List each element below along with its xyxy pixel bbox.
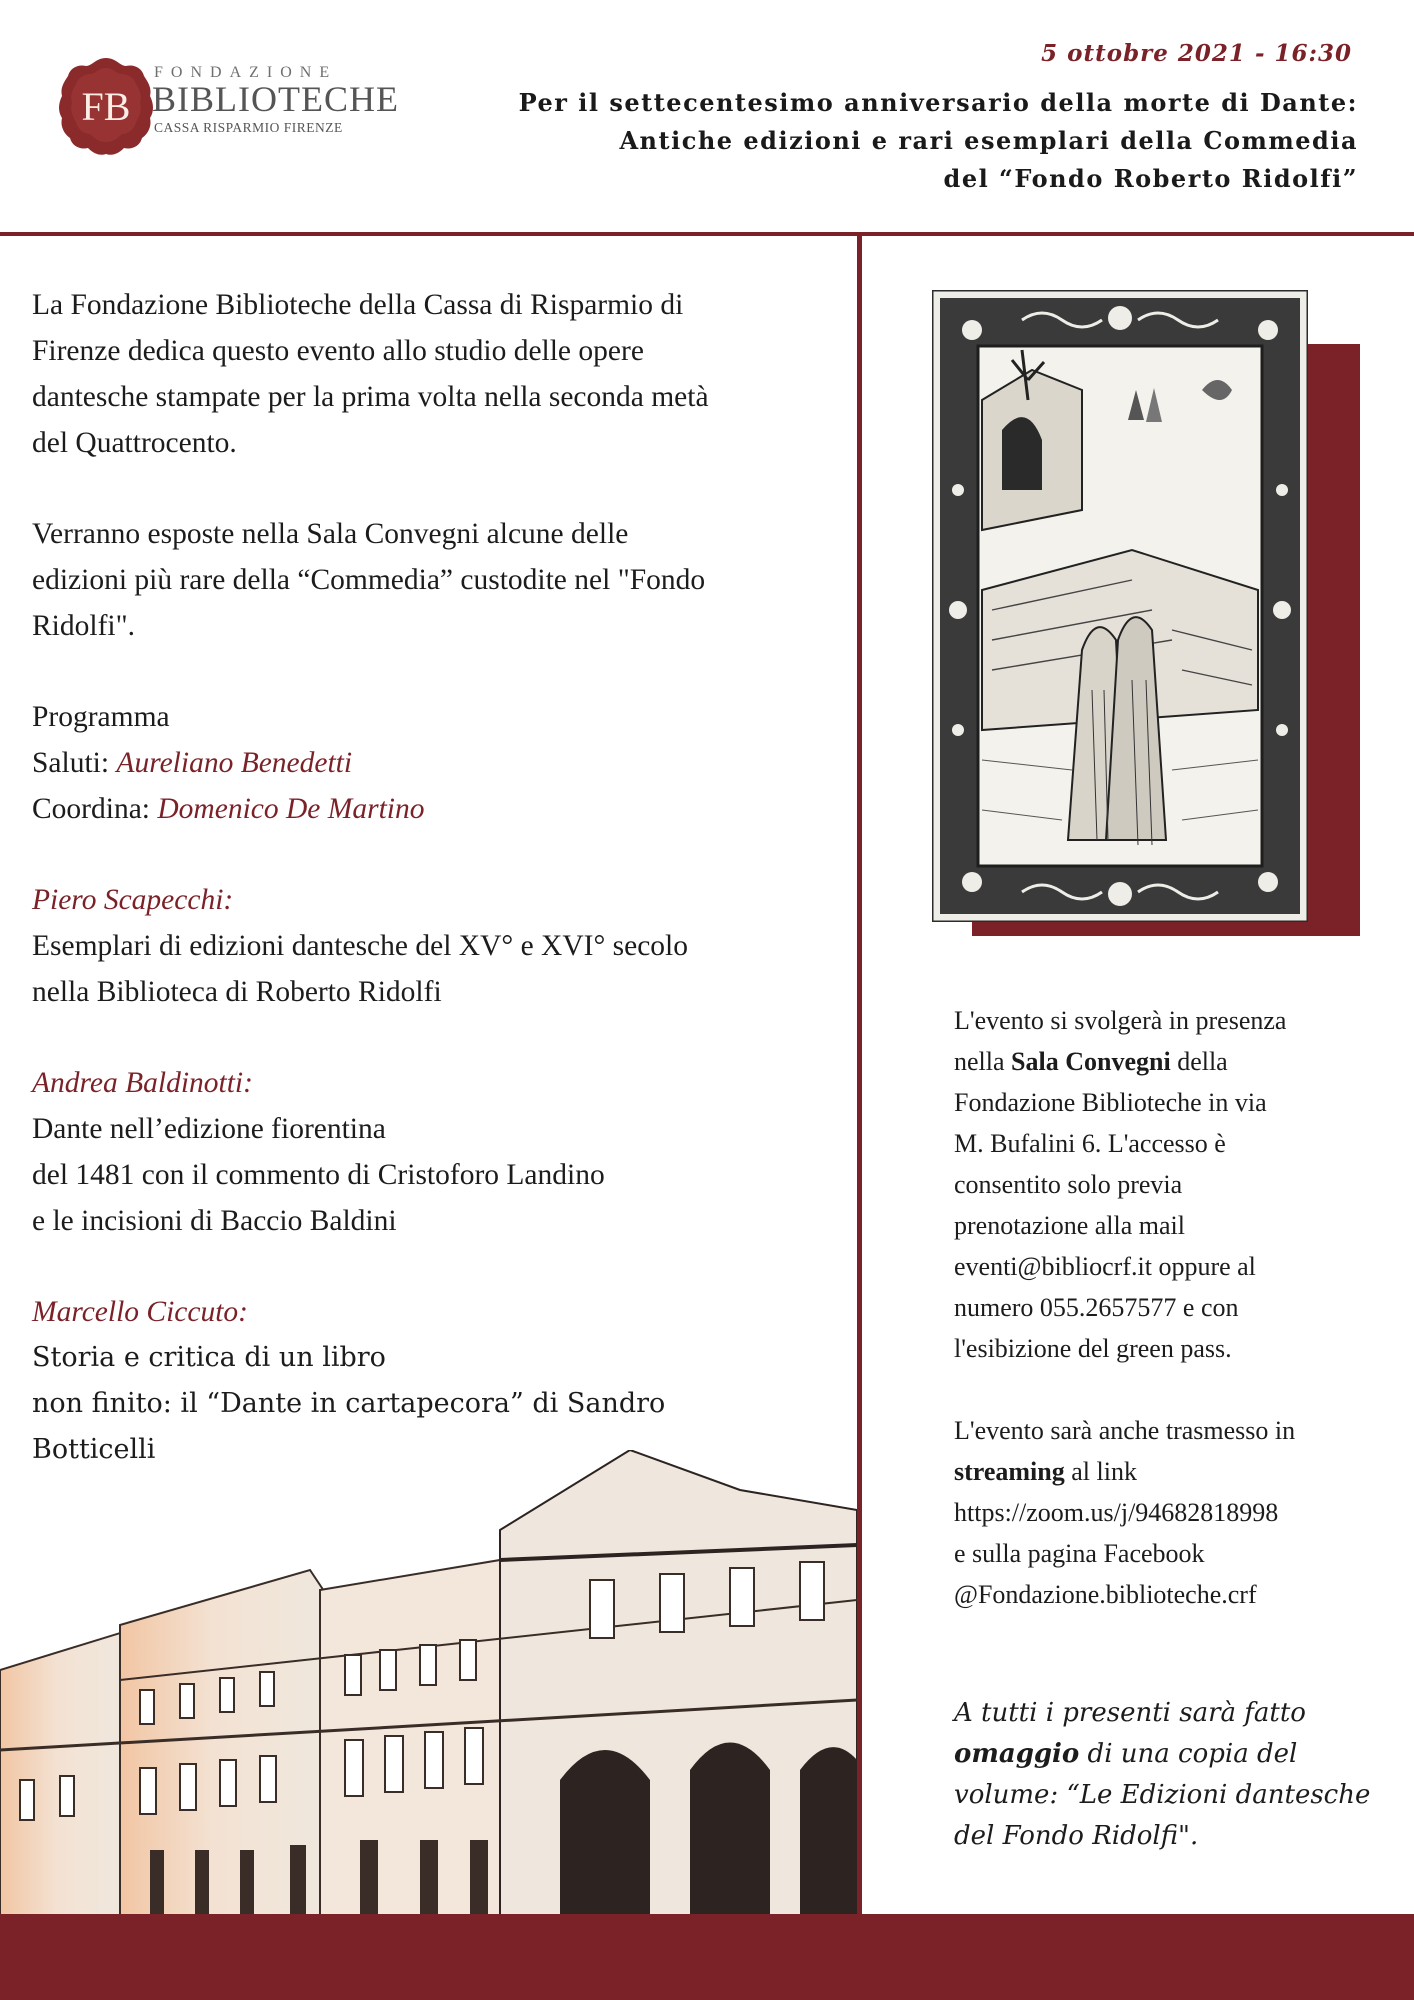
woodcut-illustration <box>932 290 1360 936</box>
info-line: prenotazione alla mail <box>954 1211 1186 1240</box>
talk-title-line: Dante nell’edizione fiorentina <box>32 1113 386 1145</box>
info-line: e sulla pagina Facebook <box>954 1539 1205 1568</box>
talk-speaker: Andrea Baldinotti: <box>32 1067 253 1099</box>
exhibit-line: Verranno esposte nella Sala Convegni alcune delle <box>32 518 629 550</box>
talk-title-line: non finito: il “Dante in cartapecora” di Sandro <box>32 1388 666 1419</box>
gift-keyword: omaggio <box>954 1739 1080 1769</box>
foundation-logo <box>56 54 399 158</box>
event-title-line: Antiche edizioni e rari esemplari della Commedia <box>619 126 1358 155</box>
event-info <box>954 1000 1374 1656</box>
saluti-label: Saluti: <box>32 747 117 779</box>
foundation-emblem-icon <box>56 54 156 158</box>
exhibit-line: edizioni più rare della “Commedia” custodite nel "Fondo <box>32 564 706 596</box>
gift-note <box>954 1693 1384 1857</box>
info-text: della <box>1170 1047 1228 1076</box>
zoom-link[interactable]: https://zoom.us/j/94682818998 <box>954 1498 1279 1527</box>
logo-word-biblioteche: BIBLIOTECHE <box>152 79 399 119</box>
talk-block <box>32 877 842 1015</box>
coordina-label: Coordina: <box>32 793 158 825</box>
talk-title-line: nella Biblioteca di Roberto Ridolfi <box>32 976 442 1008</box>
event-title-line: del “Fondo Roberto Ridolfi” <box>943 164 1358 193</box>
gift-text: di una copia del <box>1079 1739 1298 1769</box>
venue-name: Sala Convegni <box>1011 1047 1171 1076</box>
saluti-name: Aureliano Benedetti <box>116 747 353 779</box>
info-line: l'esibizione del green pass. <box>954 1334 1232 1363</box>
intro-line: Firenze dedica questo evento allo studio delle opere <box>32 335 644 367</box>
booking-email[interactable]: eventi@bibliocrf.it oppure al <box>954 1252 1256 1281</box>
talk-speaker: Piero Scapecchi: <box>32 884 234 916</box>
logo-word-fondazione: FONDAZIONE <box>154 64 338 81</box>
header-divider <box>0 232 1414 236</box>
svg-text:FB: FB <box>81 84 131 129</box>
exhibit-line: Ridolfi". <box>32 610 136 642</box>
info-line: L'evento sarà anche trasmesso in <box>954 1416 1296 1445</box>
streaming-label: streaming <box>954 1457 1065 1486</box>
talk-block <box>32 1060 842 1244</box>
intro-line: La Fondazione Biblioteche della Cassa di Risparmio di <box>32 289 684 321</box>
talk-title-line: Storia e critica di un libro <box>32 1342 386 1373</box>
talk-title-line: Esemplari di edizioni dantesche del XV° e XVI° secolo <box>32 930 689 962</box>
talk-title-line: Botticelli <box>32 1434 156 1465</box>
palazzo-illustration <box>0 1450 857 1915</box>
coordina-name: Domenico De Martino <box>157 793 425 825</box>
event-date: 5 ottobre 2021 - 16:30 <box>1041 40 1352 67</box>
column-divider <box>857 232 862 1916</box>
intro-line: dantesche stampate per la prima volta nella seconda metà <box>32 381 709 413</box>
talk-title-line: e le incisioni di Baccio Baldini <box>32 1205 397 1237</box>
talk-block <box>32 1289 842 1473</box>
intro-line: del Quattrocento. <box>32 427 237 459</box>
booking-phone[interactable]: numero 055.2657577 e con <box>954 1293 1239 1322</box>
info-line: consentito solo previa <box>954 1170 1183 1199</box>
facebook-handle[interactable]: @Fondazione.biblioteche.crf <box>954 1580 1257 1609</box>
info-line: Fondazione Biblioteche in via <box>954 1088 1267 1117</box>
streaming-paragraph <box>954 1410 1374 1615</box>
exhibit-paragraph <box>32 511 842 649</box>
info-line <box>954 1041 1374 1082</box>
program-column <box>32 282 842 1518</box>
gift-line: volume: “Le Edizioni dantesche <box>954 1780 1371 1810</box>
saluti-line <box>32 740 842 786</box>
event-title-line: Per il settecentesimo anniversario della morte di Dante: <box>518 88 1358 117</box>
gift-line: A tutti i presenti sarà fatto <box>954 1698 1306 1728</box>
talk-title-line: del 1481 con il commento di Cristoforo Landino <box>32 1159 605 1191</box>
talk-speaker: Marcello Ciccuto: <box>32 1296 248 1328</box>
gift-line: del Fondo Ridolfi". <box>954 1821 1199 1851</box>
info-line: M. Bufalini 6. L'accesso è <box>954 1129 1226 1158</box>
coordina-line <box>32 786 842 832</box>
gift-line <box>954 1734 1384 1775</box>
attendance-paragraph <box>954 1000 1374 1369</box>
logo-word-cassa: CASSA RISPARMIO FIRENZE <box>154 120 343 135</box>
event-title <box>458 84 1358 198</box>
intro-paragraph <box>32 282 842 466</box>
program-heading: Programma <box>32 701 170 733</box>
info-line <box>954 1451 1374 1492</box>
dante-woodcut-image <box>932 290 1308 922</box>
program-block <box>32 694 842 832</box>
footer-band <box>0 1914 1414 2000</box>
info-text: al link <box>1064 1457 1137 1486</box>
info-text: nella <box>954 1047 1012 1076</box>
info-line: L'evento si svolgerà in presenza <box>954 1006 1287 1035</box>
